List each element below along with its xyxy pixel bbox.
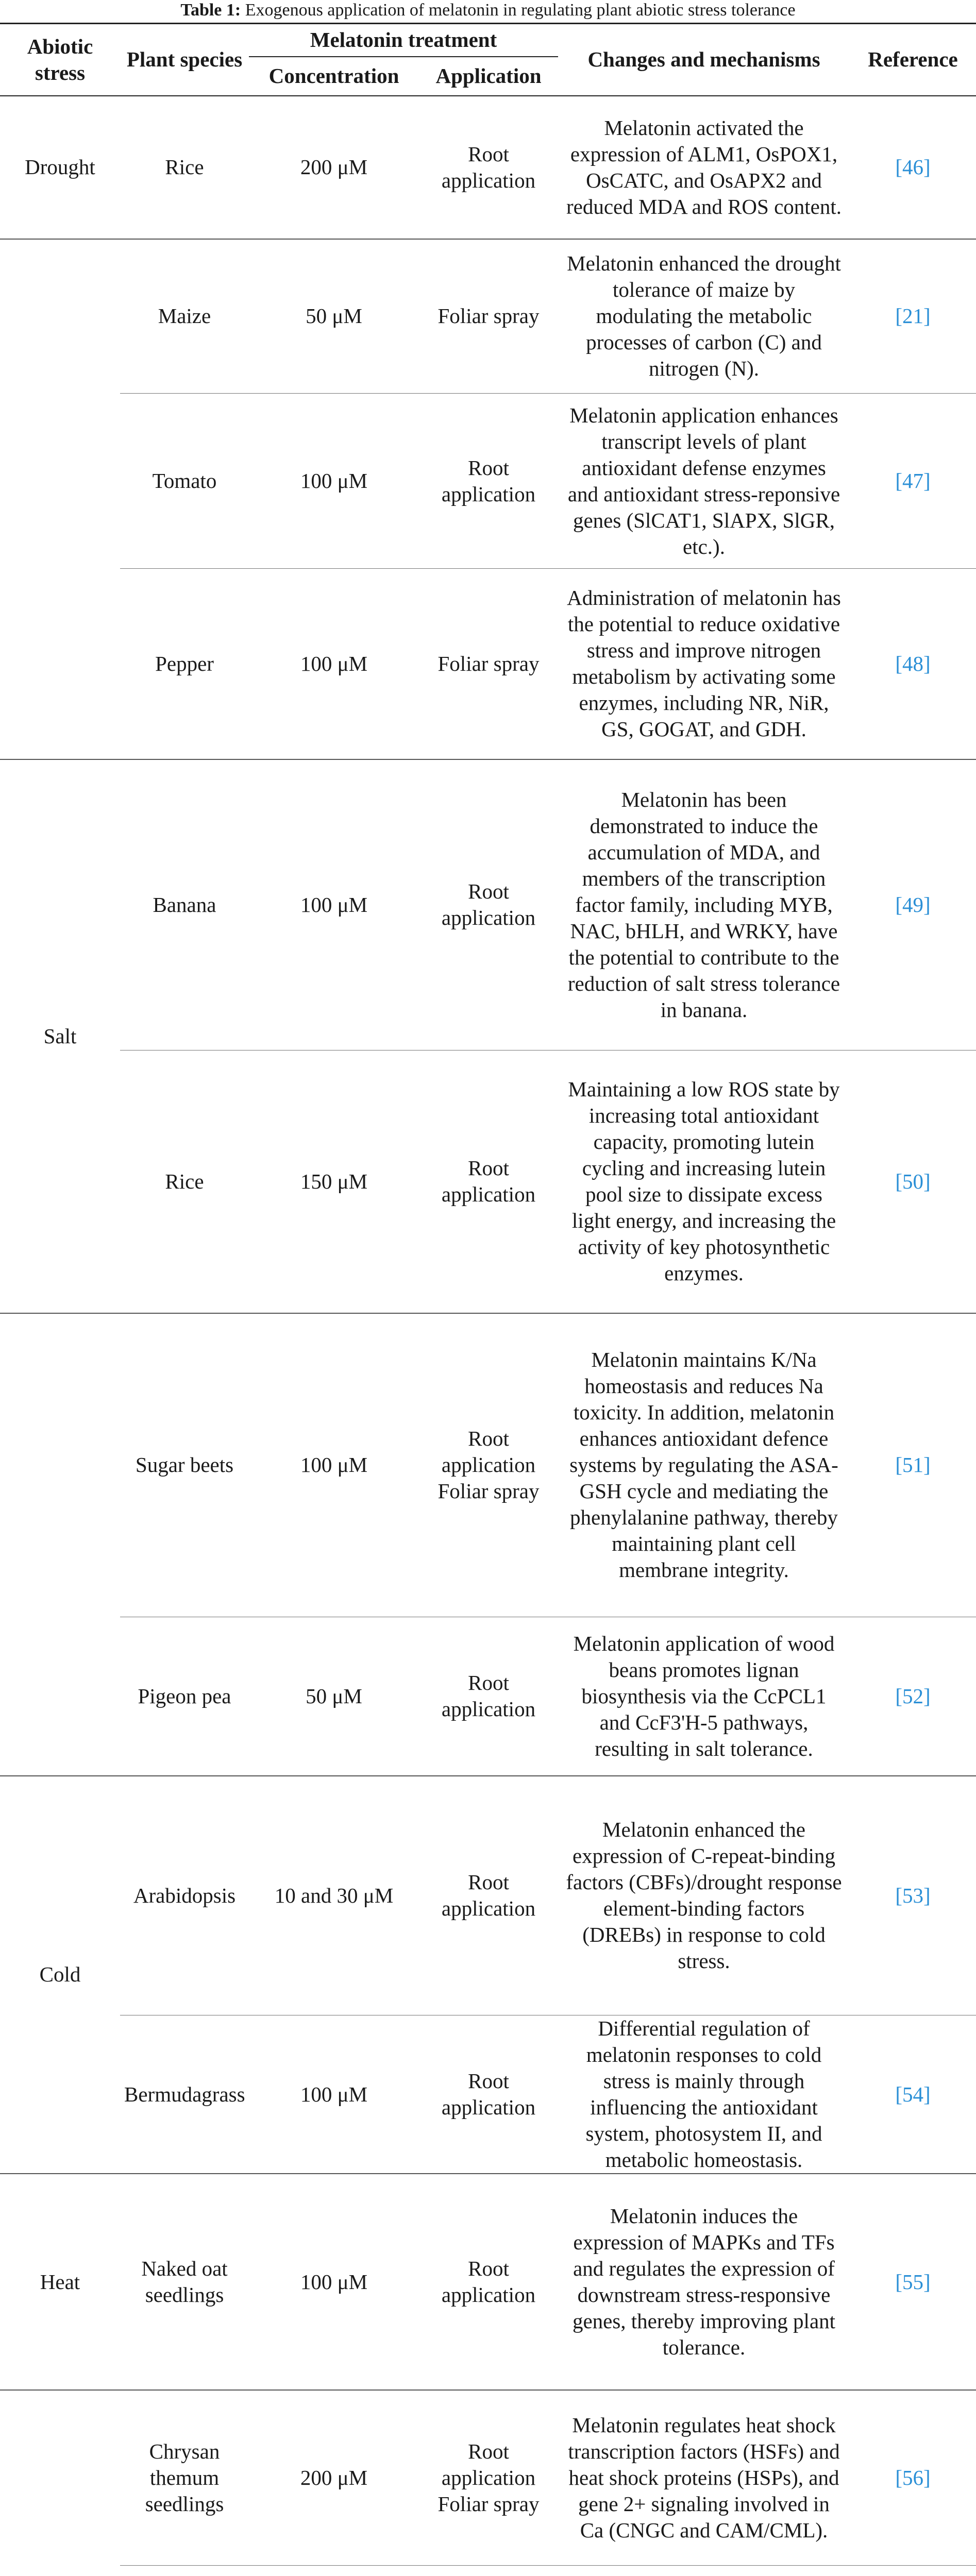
table-row — [0, 1050, 976, 1313]
cell-concentration: 100 μM — [249, 394, 419, 569]
cell-application: Root application — [419, 394, 558, 569]
cell-plant-species: Naked oat seedlings — [120, 2174, 249, 2390]
cell-mechanism: Melatonin application of wood beans promotes lignan biosynthesis via the CcPCL1 and CcF3'H-5 pathways, resulting in salt tolerance. — [558, 1617, 850, 1776]
melatonin-table — [0, 23, 976, 2576]
cell-concentration: 100 μM — [249, 1313, 419, 1617]
cell-concentration: 200 μM — [249, 96, 419, 239]
cell-application: Root application — [419, 2015, 558, 2174]
cell-concentration: 100 μM — [249, 2174, 419, 2390]
cell-plant-species: Pepper — [120, 569, 249, 759]
cell-plant-species: Rice — [120, 96, 249, 239]
cell-reference-link[interactable]: [51] — [850, 1313, 976, 1617]
table-row — [0, 2390, 976, 2565]
cell-mechanism: Administration of melatonin has the potential to reduce oxidative stress and improve nitrogen metabolism by activating some enzymes, including NR, NiR, GS, GOGAT, and GDH. — [558, 569, 850, 759]
cell-reference-link[interactable]: [54] — [850, 2015, 976, 2174]
cell-abiotic-stress: Salt — [0, 759, 120, 1313]
cell-application — [419, 2565, 558, 2576]
cell-reference-link[interactable]: [49] — [850, 759, 976, 1050]
table-row — [0, 394, 976, 569]
cell-mechanism: Melatonin regulates heat shock transcription factors (HSFs) and heat shock proteins (HSPs), and gene 2+ signaling involved in Ca (CNGC and CAM/CML). — [558, 2390, 850, 2565]
header-melatonin-treatment: Melatonin treatment — [249, 24, 558, 57]
cell-mechanism: Melatonin application enhances transcript levels of plant antioxidant defense enzymes and antioxidant stress-reponsive genes (SlCAT1, SlAPX, SlGR, etc.). — [558, 394, 850, 569]
cell-reference-link[interactable]: [47] — [850, 394, 976, 569]
cell-abiotic-stress: Heat — [0, 2174, 120, 2390]
cell-abiotic-stress: Drought — [0, 96, 120, 239]
cell-abiotic-stress — [0, 239, 120, 759]
cell-application: Foliar spray — [419, 569, 558, 759]
cell-plant-species: Pigeon pea — [120, 1617, 249, 1776]
table-row — [0, 96, 976, 239]
cell-mechanism: Maintaining a low ROS state by increasing total antioxidant capacity, promoting lutein cycling and increasing lutein pool size to dissipate excess light energy, and increasing the activity of key photosynthetic enzymes. — [558, 1050, 850, 1313]
header-reference: Reference — [850, 24, 976, 96]
cell-concentration: 100 μM — [249, 569, 419, 759]
table-body — [0, 96, 976, 2576]
cell-mechanism: Melatonin enhanced the expression of C-repeat-binding factors (CBFs)/drought response element-binding factors (DREBs) in response to cold stress. — [558, 1776, 850, 2015]
cell-plant-species: Arabidopsis — [120, 1776, 249, 2015]
cell-application: Root application Foliar spray — [419, 1313, 558, 1617]
cell-concentration: 100 μM — [249, 2015, 419, 2174]
cell-mechanism: Melatonin induces the expression of MAPKs and TFs and regulates the expression of downstream stress-responsive genes, thereby improving plant tolerance. — [558, 2174, 850, 2390]
table-row — [0, 2015, 976, 2174]
table-row — [0, 1313, 976, 1617]
cell-reference-link[interactable]: [46] — [850, 96, 976, 239]
caption-text: Exogenous application of melatonin in regulating plant abiotic stress tolerance — [245, 1, 796, 20]
table-row — [0, 1617, 976, 1776]
cell-reference-link[interactable]: [50] — [850, 1050, 976, 1313]
cell-application: Root application — [419, 2174, 558, 2390]
header-abiotic-stress: Abiotic stress — [0, 24, 120, 96]
cell-concentration — [249, 2565, 419, 2576]
table-row — [0, 2174, 976, 2390]
cell-plant-species: Banana — [120, 759, 249, 1050]
cell-mechanism — [558, 2565, 850, 2576]
cell-plant-species: Maize — [120, 239, 249, 394]
caption-label: Table 1: — [180, 1, 241, 20]
cell-application: Root application — [419, 1050, 558, 1313]
cell-abiotic-stress — [0, 1313, 120, 1776]
cell-mechanism: Melatonin has been demonstrated to induce the accumulation of MDA, and members of the transcription factor family, including MYB, NAC, bHLH, and WRKY, have the potential to contribute to the reduction of salt stress tolerance in banana. — [558, 759, 850, 1050]
cell-abiotic-stress: Cold — [0, 1776, 120, 2174]
cell-concentration: 10 and 30 μM — [249, 1776, 419, 2015]
table-row — [0, 569, 976, 759]
cell-reference-link[interactable]: [52] — [850, 1617, 976, 1776]
cell-plant-species: Rice — [120, 1050, 249, 1313]
table-caption — [0, 0, 976, 21]
cell-mechanism: Melatonin activated the expression of ALM1, OsPOX1, OsCATC, and OsAPX2 and reduced MDA and ROS content. — [558, 96, 850, 239]
cell-concentration: 50 μM — [249, 239, 419, 394]
cell-application: Root application — [419, 1776, 558, 2015]
header-changes-mechanisms: Changes and mechanisms — [558, 24, 850, 96]
cell-plant-species: Chrysan themum seedlings — [120, 2390, 249, 2565]
cell-reference-link[interactable] — [850, 2565, 976, 2576]
cell-plant-species — [120, 2565, 249, 2576]
cell-reference-link[interactable]: [21] — [850, 239, 976, 394]
cell-abiotic-stress — [0, 2390, 120, 2576]
cell-application: Root application — [419, 759, 558, 1050]
cell-reference-link[interactable]: [55] — [850, 2174, 976, 2390]
cell-plant-species: Sugar beets — [120, 1313, 249, 1617]
cell-application: Root application — [419, 96, 558, 239]
table-row — [0, 759, 976, 1050]
cell-plant-species: Bermudagrass — [120, 2015, 249, 2174]
table-row — [0, 1776, 976, 2015]
cell-application: Root application — [419, 1617, 558, 1776]
cell-reference-link[interactable]: [48] — [850, 569, 976, 759]
header-plant-species: Plant species — [120, 24, 249, 96]
cell-reference-link[interactable]: [56] — [850, 2390, 976, 2565]
table-row — [0, 2565, 976, 2576]
table-row — [0, 239, 976, 394]
cell-concentration: 50 μM — [249, 1617, 419, 1776]
cell-concentration: 100 μM — [249, 759, 419, 1050]
cell-application: Root application Foliar spray — [419, 2390, 558, 2565]
cell-plant-species: Tomato — [120, 394, 249, 569]
cell-mechanism: Melatonin enhanced the drought tolerance of maize by modulating the metabolic processes of carbon (C) and nitrogen (N). — [558, 239, 850, 394]
cell-application: Foliar spray — [419, 239, 558, 394]
cell-concentration: 150 μM — [249, 1050, 419, 1313]
cell-concentration: 200 μM — [249, 2390, 419, 2565]
cell-reference-link[interactable]: [53] — [850, 1776, 976, 2015]
table-header — [0, 24, 976, 96]
header-concentration: Concentration — [249, 57, 419, 96]
header-application: Application — [419, 57, 558, 96]
cell-mechanism: Melatonin maintains K/Na homeostasis and reduces Na toxicity. In addition, melatonin enhances antioxidant defence systems by regulating the ASA-GSH cycle and mediating the phenylalanine pathway, thereby maintaining plant cell membrane integrity. — [558, 1313, 850, 1617]
cell-mechanism: Differential regulation of melatonin responses to cold stress is mainly through influencing the antioxidant system, photosystem II, and metabolic homeostasis. — [558, 2015, 850, 2174]
